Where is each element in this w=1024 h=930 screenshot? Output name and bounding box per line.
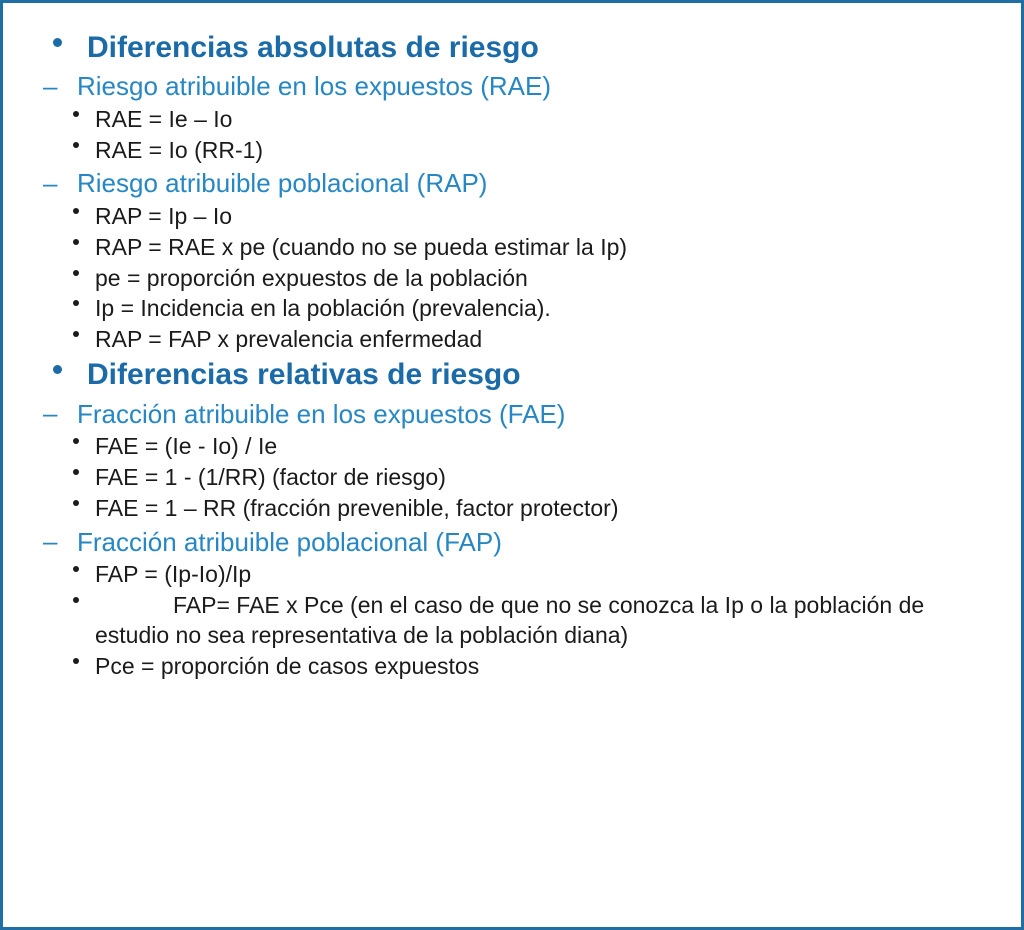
dash-bullet-icon: – xyxy=(43,398,58,429)
small-round-bullet-icon xyxy=(73,331,79,337)
formula-list xyxy=(25,432,991,524)
subsection-heading-label: Fracción atribuible en los expuestos (FAE) xyxy=(77,398,566,429)
subsection-heading xyxy=(25,69,991,103)
section-heading xyxy=(25,356,991,394)
list-item xyxy=(25,494,991,524)
list-item-label: RAP = FAP x prevalencia enfermedad xyxy=(95,326,483,353)
list-item-label: FAP= FAE x Pce (en el caso de que no se conozca la Ip o la población de estudio no sea representativa de la población diana) xyxy=(95,591,925,648)
list-item-label: RAE = Io (RR-1) xyxy=(95,136,264,163)
small-round-bullet-icon xyxy=(73,438,79,444)
small-round-bullet-icon xyxy=(73,142,79,148)
list-item xyxy=(25,560,991,590)
list-item-label: Ip = Incidencia en la población (prevalencia). xyxy=(95,295,551,322)
small-round-bullet-icon xyxy=(73,208,79,214)
dash-bullet-icon: – xyxy=(43,526,58,557)
list-item xyxy=(25,105,991,135)
section-heading-label: Diferencias relativas de riesgo xyxy=(87,358,521,392)
list-item-label: RAP = Ip – Io xyxy=(95,202,233,229)
small-round-bullet-icon xyxy=(73,111,79,117)
list-item xyxy=(25,233,991,263)
small-round-bullet-icon xyxy=(73,239,79,245)
formula-list xyxy=(25,560,991,682)
outline-list xyxy=(25,29,991,682)
formula-list xyxy=(25,105,991,166)
subsection-heading-label: Fracción atribuible poblacional (FAP) xyxy=(77,526,502,557)
list-item xyxy=(25,136,991,166)
dash-bullet-icon: – xyxy=(43,167,58,198)
subsection-list xyxy=(25,397,991,682)
dash-bullet-icon: – xyxy=(43,70,58,101)
subsection-heading xyxy=(25,397,991,431)
list-item xyxy=(25,202,991,232)
list-item xyxy=(25,463,991,493)
small-round-bullet-icon xyxy=(73,300,79,306)
section-heading xyxy=(25,29,991,67)
small-round-bullet-icon xyxy=(73,597,79,603)
list-item xyxy=(25,591,991,651)
list-item-label: FAE = (Ie - Io) / Ie xyxy=(95,432,278,459)
section-heading-label: Diferencias absolutas de riesgo xyxy=(87,31,539,64)
list-item-label: pe = proporción expuestos de la población xyxy=(95,264,528,291)
small-round-bullet-icon xyxy=(73,500,79,506)
small-round-bullet-icon xyxy=(73,658,79,664)
subsection-heading xyxy=(25,525,991,559)
list-item xyxy=(25,294,991,324)
small-round-bullet-icon xyxy=(73,566,79,572)
subsection-heading-label: Riesgo atribuible poblacional (RAP) xyxy=(77,168,488,199)
list-item xyxy=(25,652,991,682)
list-item-label: FAE = 1 – RR (fracción prevenible, factor protector) xyxy=(95,494,619,521)
formula-list xyxy=(25,202,991,355)
subsection-heading-label: Riesgo atribuible en los expuestos (RAE) xyxy=(77,71,552,102)
round-bullet-icon xyxy=(53,365,62,374)
list-item xyxy=(25,325,991,355)
list-item-label: FAP = (Ip-Io)/Ip xyxy=(95,560,252,587)
list-item-label: RAP = RAE x pe (cuando no se pueda estimar la Ip) xyxy=(95,233,628,260)
list-item-label: FAE = 1 - (1/RR) (factor de riesgo) xyxy=(95,463,446,490)
subsection-list xyxy=(25,69,991,355)
list-item-label: RAE = Ie – Io xyxy=(95,105,233,132)
small-round-bullet-icon xyxy=(73,469,79,475)
round-bullet-icon xyxy=(53,38,62,47)
list-item xyxy=(25,432,991,462)
list-item xyxy=(25,264,991,294)
small-round-bullet-icon xyxy=(73,270,79,276)
subsection-heading xyxy=(25,166,991,200)
list-item-label: Pce = proporción de casos expuestos xyxy=(95,652,480,679)
